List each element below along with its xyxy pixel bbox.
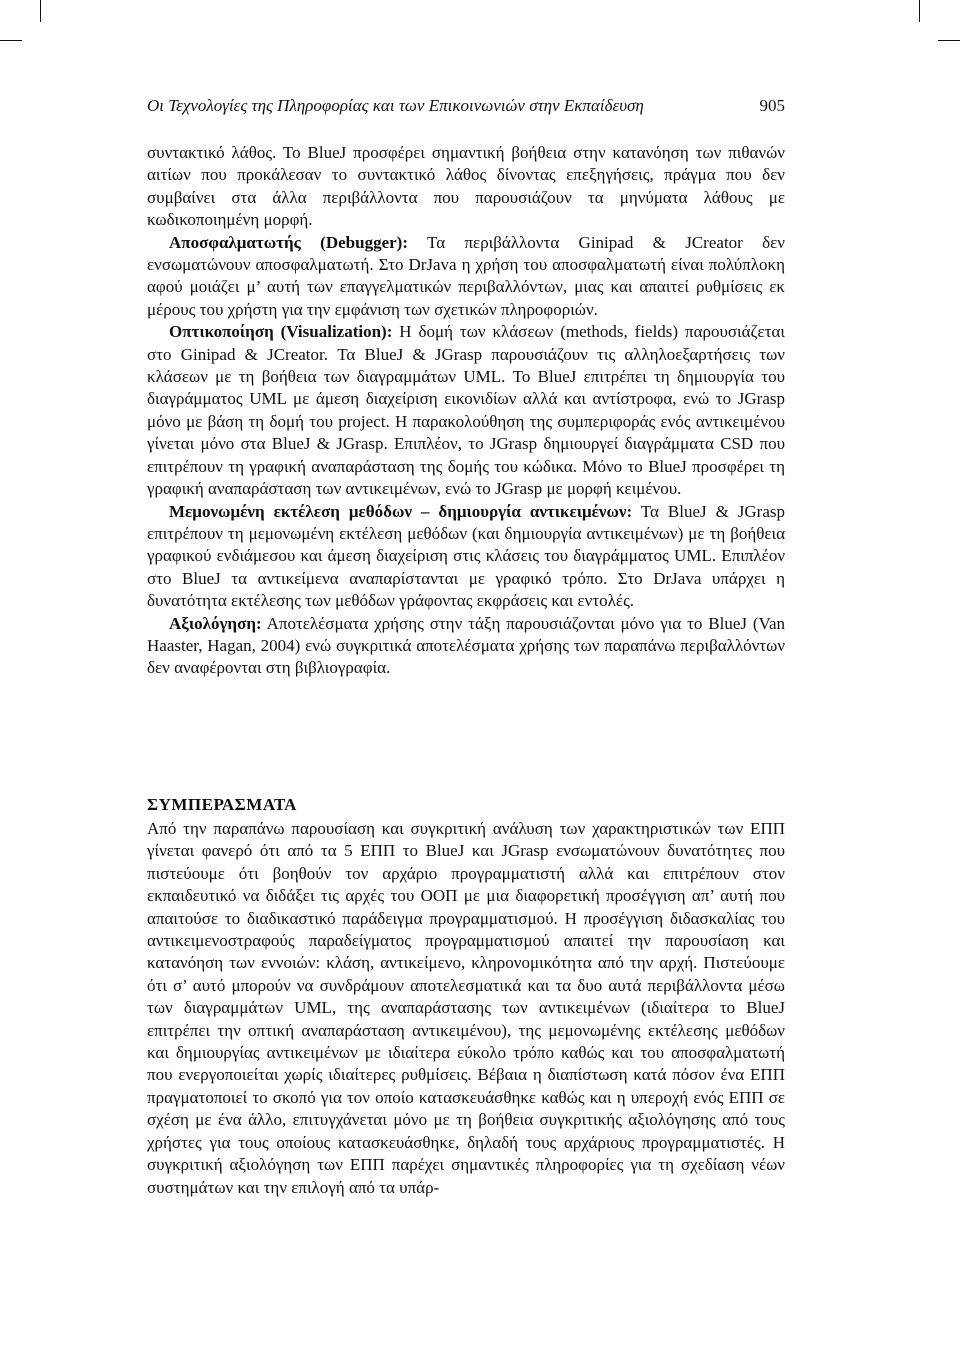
paragraph-lead: Οπτικοποίηση (Visualization): — [169, 322, 393, 342]
paragraph-visualization — [147, 321, 785, 500]
body-text-conclusions — [147, 818, 785, 1199]
running-head — [147, 96, 785, 116]
paragraph-lead: Μεμονωμένη εκτέλεση μεθόδων – δημιουργία αντικειμένων: — [169, 501, 633, 521]
paragraph-method-execution — [147, 501, 785, 613]
crop-mark-top-left-vertical — [40, 0, 41, 22]
paragraph-debugger — [147, 232, 785, 322]
paragraph-lead: Αποσφαλματωτής (Debugger): — [169, 232, 408, 252]
paragraph-text: συντακτικό λάθος. Το BlueJ προσφέρει σημαντική βοήθεια στην κατανόηση των πιθανών αιτίων που προκάλεσαν το συντακτικό λάθος δίνοντας επεξηγήσεις, πράγμα που δεν συμβαίνει στα άλλα περιβάλλοντα που παρουσιάζουν τα μηνύματα λάθους με κωδικοποιημένη μορφή. — [147, 143, 785, 230]
page-number: 905 — [759, 96, 785, 115]
paragraph-evaluation — [147, 613, 785, 680]
paragraph-text: Η δομή των κλάσεων (methods, fields) παρουσιάζεται στο Ginipad & JCreator. Τα BlueJ & JGrasp παρουσιάζουν τις αλληλοεξαρτήσεις των κλάσεων με τη βοήθεια των διαγραμμάτων UML. Το BlueJ επιτρέπει τη δημιουργία του διαγράμματος UML με άμεση διαχείριση εικονιδίων αλλά και αντίστροφα, ενώ το JGrasp μόνο με βάση τη δομή του project. Η παρακολούθηση της συμπεριφοράς ενός αντικειμένου γίνεται μόνο στα BlueJ & JGrasp. Επιπλέον, το JGrasp δημιουργεί διαγράμματα CSD που επιτρέπουν τη γραφική αναπαράσταση της δομής του κώδικα. Μόνο το BlueJ προσφέρει τη γραφική αναπαράσταση των αντικειμένων, ενώ το JGrasp με μορφή κειμένου. — [147, 322, 786, 499]
paragraph-conclusions: Από την παραπάνω παρουσίαση και συγκριτική ανάλυση των χαρακτηριστικών των ΕΠΠ γίνεται φανερό ότι από τα 5 ΕΠΠ το BlueJ και JGrasp ενσωματώνουν δυνατότητες που πιστεύουμε ότι βοηθούν τον αρχάριο προγραμματιστή αλλά και επιτρέπουν στον εκπαιδευτικό να διδάξει τις αρχές του ΟΟΠ με μια διαφορετική προσέγγιση απ’ αυτή που απαιτούσε το διαδικαστικό παράδειγμα προγραμματισμού. Η προσέγγιση διδασκαλίας του αντικειμενοστραφούς παραδείγματος προγραμματισμού απαιτεί την παρουσίαση και κατανόηση των εννοιών: κλάση, αντικείμενο, κληρονομικότητα από την αρχή. Πιστεύουμε ότι σ’ αυτό μπορούν να συνδράμουν αποτελεσματικά και τα δυο αυτά περιβάλλοντα μέσω των διαγραμμάτων UML, της αναπαράστασης των αντικειμένων (ιδιαίτερα το BlueJ επιτρέπει την οπτική αναπαράσταση αντικειμένου), της μεμονωμένης εκτέλεσης μεθόδων και δημιουργίας αντικειμένων με ιδιαίτερα εύκολο τρόπο καθώς και του αποσφαλματωτή που ενεργοποιείται χωρίς ιδιαίτερες ρυθμίσεις. Βέβαια η διαπίστωση κατά πόσον ένα ΕΠΠ πραγματοποιεί το σκοπό για τον οποίο κατασκευάσθηκε καθώς και η υπεροχή ενός ΕΠΠ σε σχέση με ένα άλλο, επιτυγχάνεται μόνο με τη βοήθεια συγκριτικής αξιολόγησης από τους χρήστες για τους οποίους κατασκευάσθηκε, δηλαδή τους αρχάριους προγραμματιστές. Η συγκριτική αξιολόγηση των ΕΠΠ παρέχει σημαντικές πληροφορίες για τη σχεδίαση νέων συστημάτων και την επιλογή από τα υπάρ- — [147, 819, 785, 1197]
crop-mark-top-right-horizontal — [938, 40, 960, 41]
crop-mark-top-right-vertical — [919, 0, 920, 22]
body-text-upper — [147, 142, 785, 680]
crop-mark-top-left-horizontal — [0, 40, 22, 41]
running-head-title: Οι Τεχνολογίες της Πληροφορίας και των Επικοινωνιών στην Εκπαίδευση — [147, 96, 644, 115]
paragraph-text: Αποτελέσματα χρήσης στην τάξη παρουσιάζονται μόνο για το BlueJ (Van Haaster, Hagan, 2004) ενώ συγκριτικά αποτελέσματα χρήσης των παραπάνω περιβαλλόντων δεν αναφέρονται στη βιβλιογραφία. — [147, 613, 785, 678]
section-heading-conclusions: ΣΥΜΠΕΡΑΣΜΑΤΑ — [147, 795, 297, 815]
paragraph-syntax-errors — [147, 142, 785, 232]
paragraph-lead: Αξιολόγηση: — [169, 613, 262, 633]
paragraph-text: Τα περιβάλλοντα Ginipad & JCreator δεν ενσωματώνουν αποσφαλματωτή. Στο DrJava η χρήση του αποσφαλματωτή είναι πολύπλοκη αφού μοιάζει μ’ αυτή των επαγγελματικών περιβαλλόντων, μιας και απαιτεί ρυθμίσεις εκ μέρους του χρήστη για την εμφάνιση των σχετικών πληροφοριών. — [147, 232, 785, 319]
paragraph-text: Τα BlueJ & JGrasp επιτρέπουν τη μεμονωμένη εκτέλεση μεθόδων (και δημιουργία αντικειμένων) με τη βοήθεια γραφικού ενδιάμεσου και άμεση διαχείριση στις κλάσεις του διαγράμματος UML. Επιπλέον στο BlueJ τα αντικείμενα αναπαρίστανται με γραφικό τρόπο. Στο DrJava υπάρχει η δυνατότητα εκτέλεσης των μεθόδων γράφοντας εκφράσεις και εντολές. — [147, 501, 785, 611]
